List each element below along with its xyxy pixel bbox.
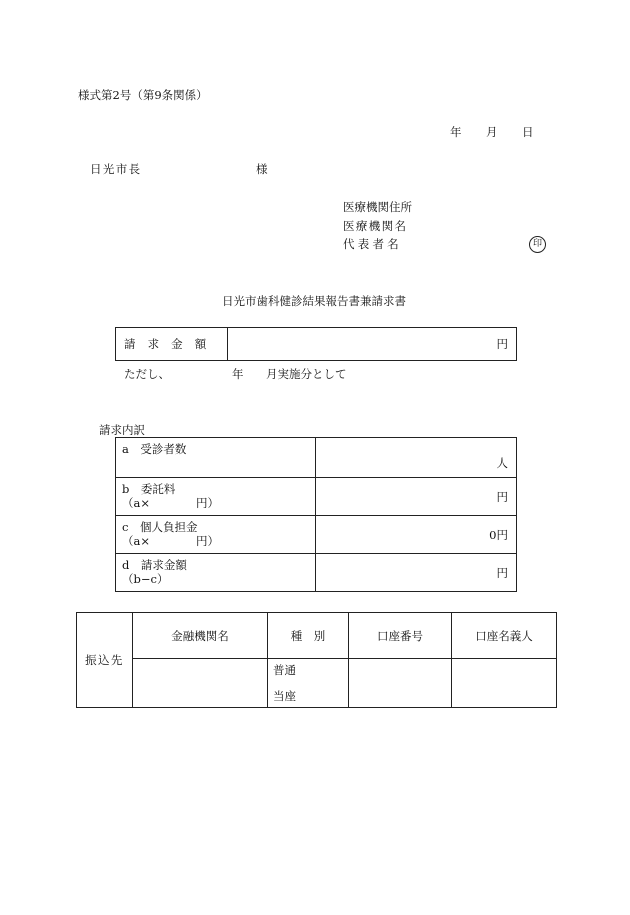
breakdown-row [116,478,517,516]
applicant-representative-label: 代表者名 [343,237,402,251]
account-type-current: 当座 [273,689,296,703]
breakdown-row-formula: （a× 円） [122,496,219,510]
breakdown-row-formula: （b−c） [122,572,169,586]
breakdown-row-value: 人 [316,438,517,478]
applicant-name-label: 医療機関名 [343,219,408,233]
claim-amount-table [115,327,517,361]
date-day-label: 日 [522,125,534,139]
bank-row-label: 振込先 [77,613,133,708]
bank-institution-cell [133,659,268,708]
breakdown-row-value: 円 [316,554,517,592]
breakdown-row [116,438,517,478]
bank-account-number-cell [349,659,452,708]
date-year-label: 年 [450,125,462,139]
breakdown-row [116,516,517,554]
addressee-honorific: 様 [256,162,268,176]
date-month-label: 月 [486,125,498,139]
breakdown-row-formula: （a× 円） [122,534,219,548]
claim-note-suffix: 月実施分として [266,367,347,381]
form-number: 様式第2号（第9条関係） [78,88,208,102]
breakdown-table [115,437,517,592]
document-title: 日光市歯科健診結果報告書兼請求書 [222,294,406,308]
claim-note-prefix: ただし、 [124,367,170,381]
breakdown-row [116,554,517,592]
applicant-address-label: 医療機関住所 [343,200,412,214]
bank-header-account-holder: 口座名義人 [452,613,557,659]
bank-header-account-number: 口座番号 [349,613,452,659]
bank-header-institution: 金融機関名 [133,613,268,659]
claim-amount-unit: 円 [228,328,517,361]
breakdown-row-title: b 委託料 [122,482,176,496]
breakdown-row-title: d 請求金額 [122,558,187,572]
breakdown-heading: 請求内訳 [99,423,145,437]
seal-mark: 印 [529,236,546,253]
breakdown-row-value: 円 [316,478,517,516]
claim-amount-label: 請求金額 [116,328,228,361]
account-type-ordinary: 普通 [273,663,296,677]
bank-transfer-table [76,612,557,708]
breakdown-row-value: 0円 [316,516,517,554]
breakdown-row-title: c 個人負担金 [122,520,198,534]
bank-header-type: 種 別 [268,613,349,659]
addressee-name: 日光市長 [90,162,142,176]
claim-note-year: 年 [232,367,244,381]
bank-account-holder-cell [452,659,557,708]
breakdown-row-title: a 受診者数 [122,442,187,456]
